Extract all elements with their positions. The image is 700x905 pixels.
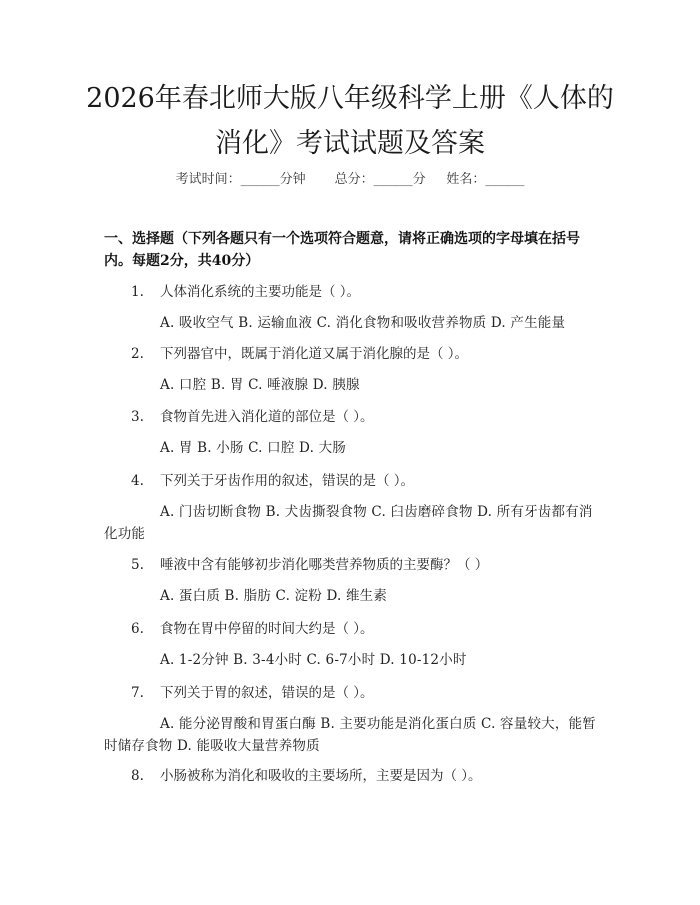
question-6 — [104, 619, 596, 671]
question-options: A. 口腔 B. 胃 C. 唾液腺 D. 胰腺 — [160, 377, 360, 393]
student-name-label: 姓名：______ — [446, 172, 525, 187]
question-1 — [104, 282, 596, 334]
question-options: A. 胃 B. 小肠 C. 口腔 D. 大肠 — [160, 440, 346, 456]
question-2 — [104, 344, 596, 396]
question-stem: 下列器官中，既属于消化道又属于消化腺的是（ ）。 — [160, 346, 469, 362]
question-stem: 下列关于胃的叙述，错误的是（ ）。 — [160, 685, 374, 701]
question-options: A. 门齿切断食物 B. 犬齿撕裂食物 C. 臼齿磨碎食物 D. 所有牙齿都有消化功能 — [104, 504, 593, 542]
question-number: 5. — [131, 557, 144, 573]
question-stem: 唾液中含有能够初步消化哪类营养物质的主要酶？（ ） — [160, 557, 489, 573]
question-7 — [104, 683, 596, 757]
question-stem: 食物在胃中停留的时间大约是（ ）。 — [160, 621, 374, 637]
question-number: 8. — [131, 768, 144, 784]
question-number: 6. — [131, 621, 144, 637]
question-8 — [104, 766, 596, 786]
total-score-label: 总分：______分 — [334, 172, 426, 187]
question-number: 1. — [131, 284, 144, 300]
question-number: 7. — [131, 685, 144, 701]
question-number: 3. — [131, 409, 144, 425]
question-stem: 食物首先进入消化道的部位是（ ）。 — [160, 409, 374, 425]
question-stem: 小肠被称为消化和吸收的主要场所，主要是因为（ ）。 — [160, 768, 482, 784]
section-heading: 一、选择题（下列各题只有一个选项符合题意，请将正确选项的字母填在括号内。每题2分，共40分） — [104, 231, 580, 269]
exam-meta — [0, 168, 700, 187]
question-options: A. 蛋白质 B. 脂肪 C. 淀粉 D. 维生素 — [160, 588, 388, 604]
question-stem: 人体消化系统的主要功能是（ ）。 — [160, 284, 361, 300]
exam-time-label: 考试时间：______分钟 — [175, 172, 306, 187]
title-line-2: 消化》考试试题及答案 — [215, 128, 485, 159]
question-options: A. 能分泌胃酸和胃蛋白酶 B. 主要功能是消化蛋白质 C. 容量较大，能暂时储存食物 D. 能吸收大量营养物质 — [104, 716, 596, 754]
question-3 — [104, 407, 596, 459]
question-options: A. 吸收空气 B. 运输血液 C. 消化食物和吸收营养物质 D. 产生能量 — [160, 315, 566, 331]
question-4 — [104, 471, 596, 545]
question-number: 2. — [131, 346, 144, 362]
question-number: 4. — [131, 473, 144, 489]
question-options: A. 1-2分钟 B. 3-4小时 C. 6-7小时 D. 10-12小时 — [160, 652, 467, 668]
page-title — [60, 76, 640, 166]
question-5 — [104, 555, 596, 607]
question-stem: 下列关于牙齿作用的叙述，错误的是（ ）。 — [160, 473, 415, 489]
title-line-1: 2026年春北师大版八年级科学上册《人体的 — [86, 83, 614, 114]
